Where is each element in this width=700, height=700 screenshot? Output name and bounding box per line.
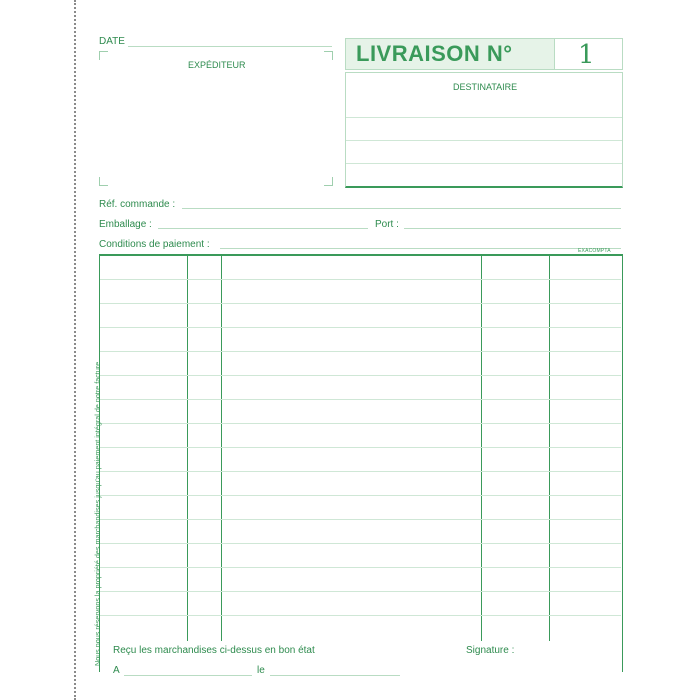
form-title: LIVRAISON N°: [356, 41, 513, 66]
received-label: Reçu les marchandises ci-dessus en bon état: [113, 645, 315, 656]
column-divider: [221, 256, 222, 641]
sender-corner-tr: [324, 51, 333, 60]
column-divider: [481, 256, 482, 641]
signature-label: Signature :: [466, 645, 515, 656]
table-row: [100, 615, 621, 616]
table-row: [100, 447, 621, 448]
recipient-line: [346, 117, 622, 118]
recipient-label: DESTINATAIRE: [453, 82, 518, 92]
perforation-line: [74, 0, 76, 700]
shipping-field[interactable]: [404, 228, 621, 229]
recipient-line: [346, 163, 622, 164]
place-field[interactable]: [124, 675, 252, 676]
table-row: [100, 495, 621, 496]
table-row: [100, 423, 621, 424]
date-field[interactable]: [128, 46, 332, 47]
sender-corner-bl: [99, 177, 108, 186]
recipient-line: [346, 140, 622, 141]
packaging-field[interactable]: [158, 228, 368, 229]
table-row: [100, 327, 621, 328]
payment-terms-label: Conditions de paiement :: [99, 239, 210, 250]
column-divider: [549, 256, 550, 641]
place-label: A: [113, 665, 120, 676]
items-table[interactable]: [99, 254, 623, 676]
ownership-note: Nous nous réservons la propriété des marchandises jusqu'au paiement intégral de notre facture.: [93, 359, 102, 666]
date-received-field[interactable]: [270, 675, 400, 676]
packaging-label: Emballage :: [99, 219, 152, 230]
table-row: [100, 567, 621, 568]
table-row: [100, 399, 621, 400]
table-row: [100, 543, 621, 544]
table-row: [100, 303, 621, 304]
order-ref-label: Réf. commande :: [99, 199, 176, 210]
sender-label: EXPÉDITEUR: [188, 60, 246, 70]
title-separator: [554, 39, 555, 69]
column-divider: [187, 256, 188, 641]
date-label: DATE: [99, 36, 125, 47]
date-received-label: le: [257, 665, 265, 676]
payment-terms-field[interactable]: [220, 248, 621, 249]
table-row: [100, 375, 621, 376]
title-box: [345, 38, 623, 70]
sender-corner-br: [324, 177, 333, 186]
table-row: [100, 519, 621, 520]
table-row: [100, 471, 621, 472]
brand-mark: EXACOMPTA: [578, 248, 611, 254]
order-ref-field[interactable]: [182, 208, 621, 209]
table-row: [100, 591, 621, 592]
sender-corner-tl: [99, 51, 108, 60]
table-row: [100, 351, 621, 352]
table-row: [100, 279, 621, 280]
recipient-box[interactable]: [345, 72, 623, 188]
shipping-label: Port :: [375, 219, 399, 230]
form-number: 1: [578, 40, 595, 70]
